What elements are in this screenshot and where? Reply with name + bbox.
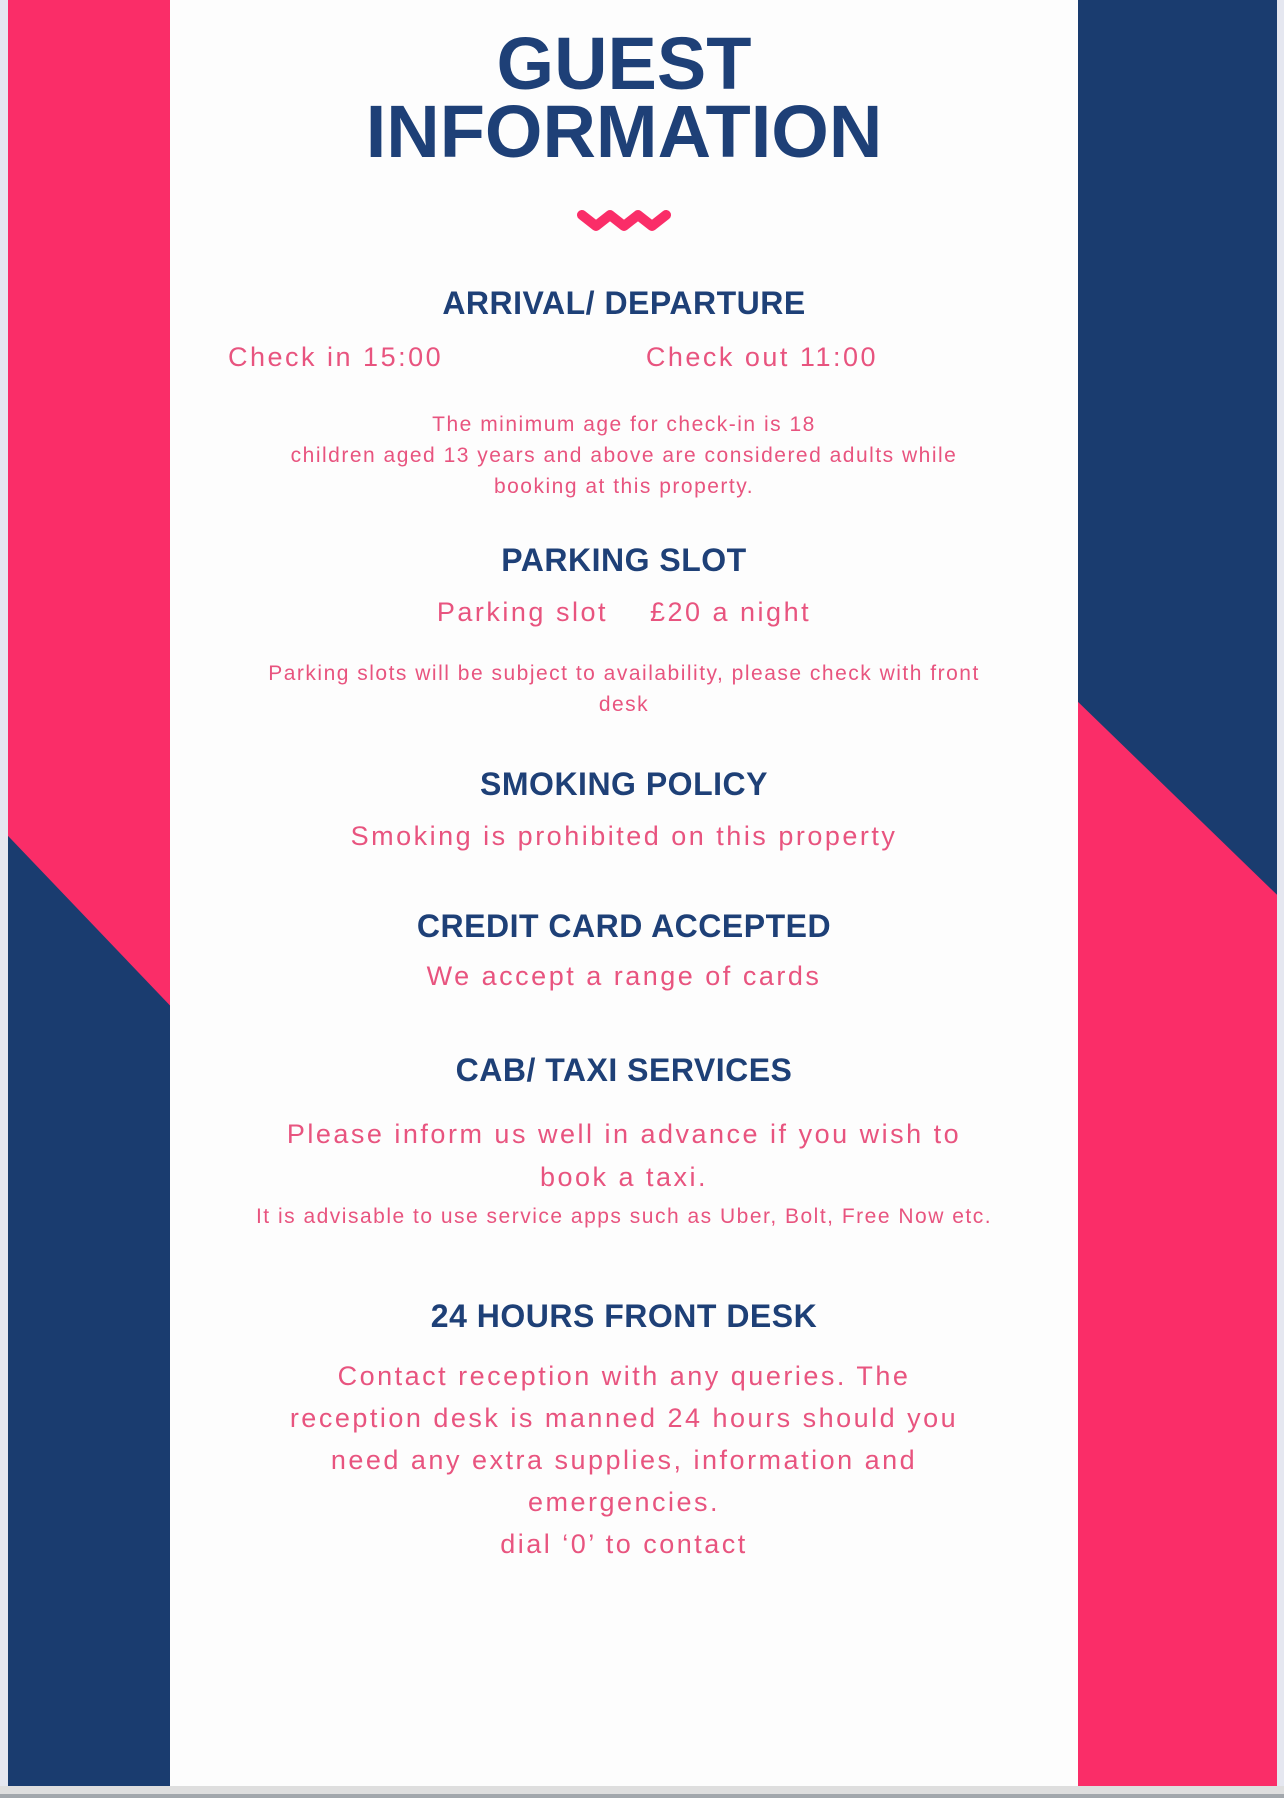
left-accent-strip xyxy=(8,0,170,1786)
window-bottom-bar xyxy=(0,1786,1284,1798)
front-desk-line: Contact reception with any queries. The xyxy=(337,1361,911,1392)
zigzag-divider-icon xyxy=(576,206,672,234)
smoking-policy-body: Smoking is prohibited on this property xyxy=(350,821,898,852)
title-line-1: GUEST xyxy=(496,22,752,105)
page-title xyxy=(170,0,1078,174)
front-desk-line: need any extra supplies, information and xyxy=(330,1445,918,1476)
check-out-time: Check out 11:00 xyxy=(645,342,878,373)
parking-note-line: desk xyxy=(598,693,650,717)
content-panel xyxy=(170,0,1078,1786)
parking-note-line: Parking slots will be subject to availability, please check with front xyxy=(268,662,980,686)
taxi-services-body xyxy=(170,1113,1078,1199)
arrival-note-line: children aged 13 years and above are considered adults while xyxy=(290,444,958,468)
check-in-time: Check in 15:00 xyxy=(228,342,444,373)
front-desk-heading: 24 HOURS FRONT DESK xyxy=(430,1298,818,1335)
parking-item-label: Parking slot xyxy=(436,597,608,628)
front-desk-dial-line: dial ‘0’ to contact xyxy=(500,1529,748,1560)
taxi-body-line: Please inform us well in advance if you wish to xyxy=(286,1119,962,1150)
taxi-apps-note: It is advisable to use service apps such as Uber, Bolt, Free Now etc. xyxy=(255,1205,993,1229)
window-bottom-edge xyxy=(0,1794,1284,1798)
parking-price: £20 a night xyxy=(649,597,812,628)
arrival-note-line: The minimum age for check-in is 18 xyxy=(432,413,816,437)
parking-note xyxy=(170,658,1078,720)
page-edge-right xyxy=(1277,0,1284,1786)
credit-card-heading: CREDIT CARD ACCEPTED xyxy=(416,908,832,945)
title-line-2: INFORMATION xyxy=(365,90,883,174)
arrival-note xyxy=(170,409,1078,502)
right-accent-strip xyxy=(1078,0,1277,1786)
arrival-note-line: booking at this property. xyxy=(493,475,755,499)
front-desk-line: reception desk is manned 24 hours should you xyxy=(289,1403,959,1434)
parking-slot-heading: PARKING SLOT xyxy=(501,542,747,579)
credit-card-body: We accept a range of cards xyxy=(426,961,822,992)
left-strip-pink-diagonal xyxy=(8,0,170,1786)
smoking-policy-heading: SMOKING POLICY xyxy=(480,766,768,803)
arrival-departure-heading: ARRIVAL/ DEPARTURE xyxy=(442,285,806,322)
page-edge-left xyxy=(0,0,8,1786)
front-desk-body xyxy=(170,1355,1078,1565)
front-desk-line: emergencies. xyxy=(527,1487,721,1518)
taxi-body-line: book a taxi. xyxy=(539,1162,709,1193)
taxi-services-heading: CAB/ TAXI SERVICES xyxy=(455,1052,793,1089)
check-times-row xyxy=(170,342,1078,373)
parking-price-line xyxy=(170,597,1078,628)
right-strip-navy-diagonal xyxy=(1078,0,1277,1786)
